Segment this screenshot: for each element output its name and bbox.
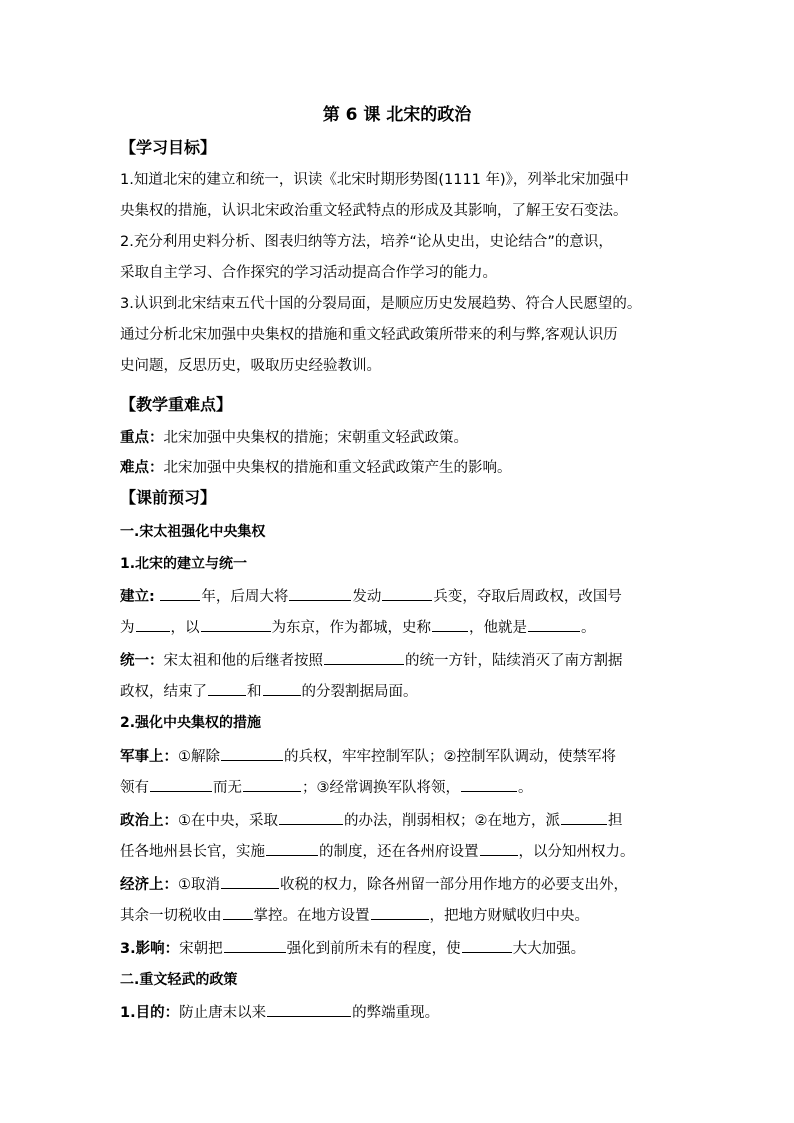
text-run: 领有 <box>120 780 149 796</box>
answer-blank[interactable] <box>267 1002 351 1017</box>
answer-blank[interactable] <box>136 617 170 632</box>
objective-line: 央集权的措施，认识北宋政治重文轻武特点的形成及其影响，了解王安石变法。 <box>120 203 628 219</box>
objective-line: 史问题，反思历史，吸取历史经验教训。 <box>120 358 381 374</box>
founding-paragraph <box>120 585 680 640</box>
answer-blank[interactable] <box>382 586 432 601</box>
purpose-label: 1.目的： <box>120 1005 180 1021</box>
text-run: 宋朝把 <box>179 941 223 957</box>
text-run: ①取消 <box>178 877 220 893</box>
text-run: 的弊端重现。 <box>352 1005 440 1021</box>
answer-blank[interactable] <box>461 777 517 792</box>
answer-blank[interactable] <box>432 617 468 632</box>
answer-blank[interactable] <box>528 617 580 632</box>
text-run: 的统一方针，陆续消灭了南方割据 <box>405 653 623 669</box>
answer-blank[interactable] <box>208 681 246 696</box>
answer-blank[interactable] <box>480 841 518 856</box>
text-run: ①解除 <box>178 749 220 765</box>
objective-line: 采取自主学习、合作探究的学习活动提高合作学习的能力。 <box>120 265 497 281</box>
politics-paragraph <box>120 809 680 864</box>
politics-label: 政治上： <box>120 813 178 829</box>
text-run: 防止唐末以来 <box>179 1005 267 1021</box>
difficulty-text: 北宋加强中央集权的措施和重文轻武政策产生的影响。 <box>163 460 512 476</box>
text-run: 的办法，削弱相权；②在地方，派 <box>344 813 560 829</box>
part2-title: 二.重文轻武的政策 <box>120 972 238 988</box>
impact-label: 3.影响： <box>120 941 180 957</box>
text-run: 政权，结束了 <box>120 684 207 700</box>
economy-paragraph <box>120 873 680 928</box>
objective-line: 2.充分利用史料分析、图表归纳等方法，培养“论从史出，史论结合”的意识， <box>120 234 613 250</box>
text-run: 。 <box>518 780 533 796</box>
text-run: ，以分知州权力。 <box>518 844 635 860</box>
objective-line: 3.认识到北宋结束五代十国的分裂局面，是顺应历史发展趋势、符合人民愿望的。 <box>120 296 642 312</box>
impact-paragraph <box>120 937 680 961</box>
part1-title-wrap <box>120 521 680 543</box>
text-run: ，把地方财赋收归中央。 <box>429 908 589 924</box>
text-run: 兵变，夺取后周政权，改国号 <box>433 589 622 605</box>
economy-label: 经济上： <box>120 877 178 893</box>
text-run: 和 <box>247 684 262 700</box>
focus-label: 重点： <box>120 430 164 446</box>
focus-line <box>120 426 680 450</box>
unification-paragraph <box>120 649 680 704</box>
part2-title-wrap <box>120 969 680 991</box>
text-run: 而无 <box>213 780 242 796</box>
answer-blank[interactable] <box>561 810 607 825</box>
text-run: 为东京，作为都城，史称 <box>271 620 431 636</box>
text-run: 。 <box>581 620 596 636</box>
military-paragraph <box>120 745 680 800</box>
objectives-section <box>120 136 680 160</box>
unify-label: 统一： <box>120 653 164 669</box>
answer-blank[interactable] <box>266 841 318 856</box>
keypoints-heading: 【教学重难点】 <box>120 395 233 414</box>
answer-blank[interactable] <box>221 874 279 889</box>
answer-blank[interactable] <box>279 810 343 825</box>
text-run: 宋太祖和他的后继者按照 <box>163 653 323 669</box>
text-run: 其余一切税收由 <box>120 908 222 924</box>
text-run: 为 <box>120 620 135 636</box>
text-run: ；③经常调换军队将领， <box>302 780 460 796</box>
text-run: 收税的权力，除各州留一部分用作地方的必要支出外， <box>280 877 628 893</box>
text-run: ①在中央，采取 <box>178 813 278 829</box>
text-run: 年，后周大将 <box>201 589 289 605</box>
part1-title: 一.宋太祖强化中央集权 <box>120 524 266 540</box>
objectives-body <box>120 168 680 385</box>
answer-blank[interactable] <box>289 586 351 601</box>
answer-blank[interactable] <box>221 746 283 761</box>
s2-title-wrap <box>120 712 680 734</box>
s1-title-wrap <box>120 553 680 575</box>
text-run: 任各地州县长官，实施 <box>120 844 265 860</box>
text-run: 的制度，还在各州府设置 <box>319 844 479 860</box>
answer-blank[interactable] <box>263 681 301 696</box>
difficulty-line <box>120 456 680 480</box>
keypoints-section <box>120 393 680 417</box>
answer-blank[interactable] <box>201 617 271 632</box>
lesson-title: 第 6 课 北宋的政治 <box>322 105 472 125</box>
answer-blank[interactable] <box>371 905 429 920</box>
answer-blank[interactable] <box>150 777 212 792</box>
answer-blank[interactable] <box>160 586 200 601</box>
military-label: 军事上： <box>120 749 178 765</box>
founding-label: 建立: <box>120 589 155 605</box>
objective-line: 通过分析北宋加强中央集权的措施和重文轻武政策所带来的利与弊,客观认识历 <box>120 327 618 343</box>
text-run: ，以 <box>170 620 200 636</box>
answer-blank[interactable] <box>462 938 512 953</box>
objectives-heading: 【学习目标】 <box>120 138 217 157</box>
preview-heading: 【课前预习】 <box>120 488 217 507</box>
answer-blank[interactable] <box>224 938 286 953</box>
answer-blank[interactable] <box>223 905 253 920</box>
answer-blank[interactable] <box>324 650 404 665</box>
text-run: 的兵权，牢牢控制军队；②控制军队调动，使禁军将 <box>284 749 616 765</box>
text-run: 的分裂割据局面。 <box>301 684 418 700</box>
difficulty-label: 难点： <box>120 460 164 476</box>
s1-title: 1.北宋的建立与统一 <box>120 556 248 572</box>
objective-line: 1.知道北宋的建立和统一，识读《北宋时期形势图(1111 年)》，列举北宋加强中 <box>120 172 629 188</box>
text-run: 掌控。在地方设置 <box>253 908 370 924</box>
answer-blank[interactable] <box>243 777 301 792</box>
text-run: 担 <box>608 813 623 829</box>
text-run: 大大加强。 <box>512 941 586 957</box>
focus-text: 北宋加强中央集权的措施；宋朝重文轻武政策。 <box>163 430 468 446</box>
text-run: 发动 <box>352 589 382 605</box>
s2-title: 2.强化中央集权的措施 <box>120 715 262 731</box>
text-run: ，他就是 <box>469 620 527 636</box>
text-run: 强化到前所未有的程度，使 <box>286 941 461 957</box>
preview-section <box>120 486 680 510</box>
purpose-paragraph <box>120 1001 680 1025</box>
